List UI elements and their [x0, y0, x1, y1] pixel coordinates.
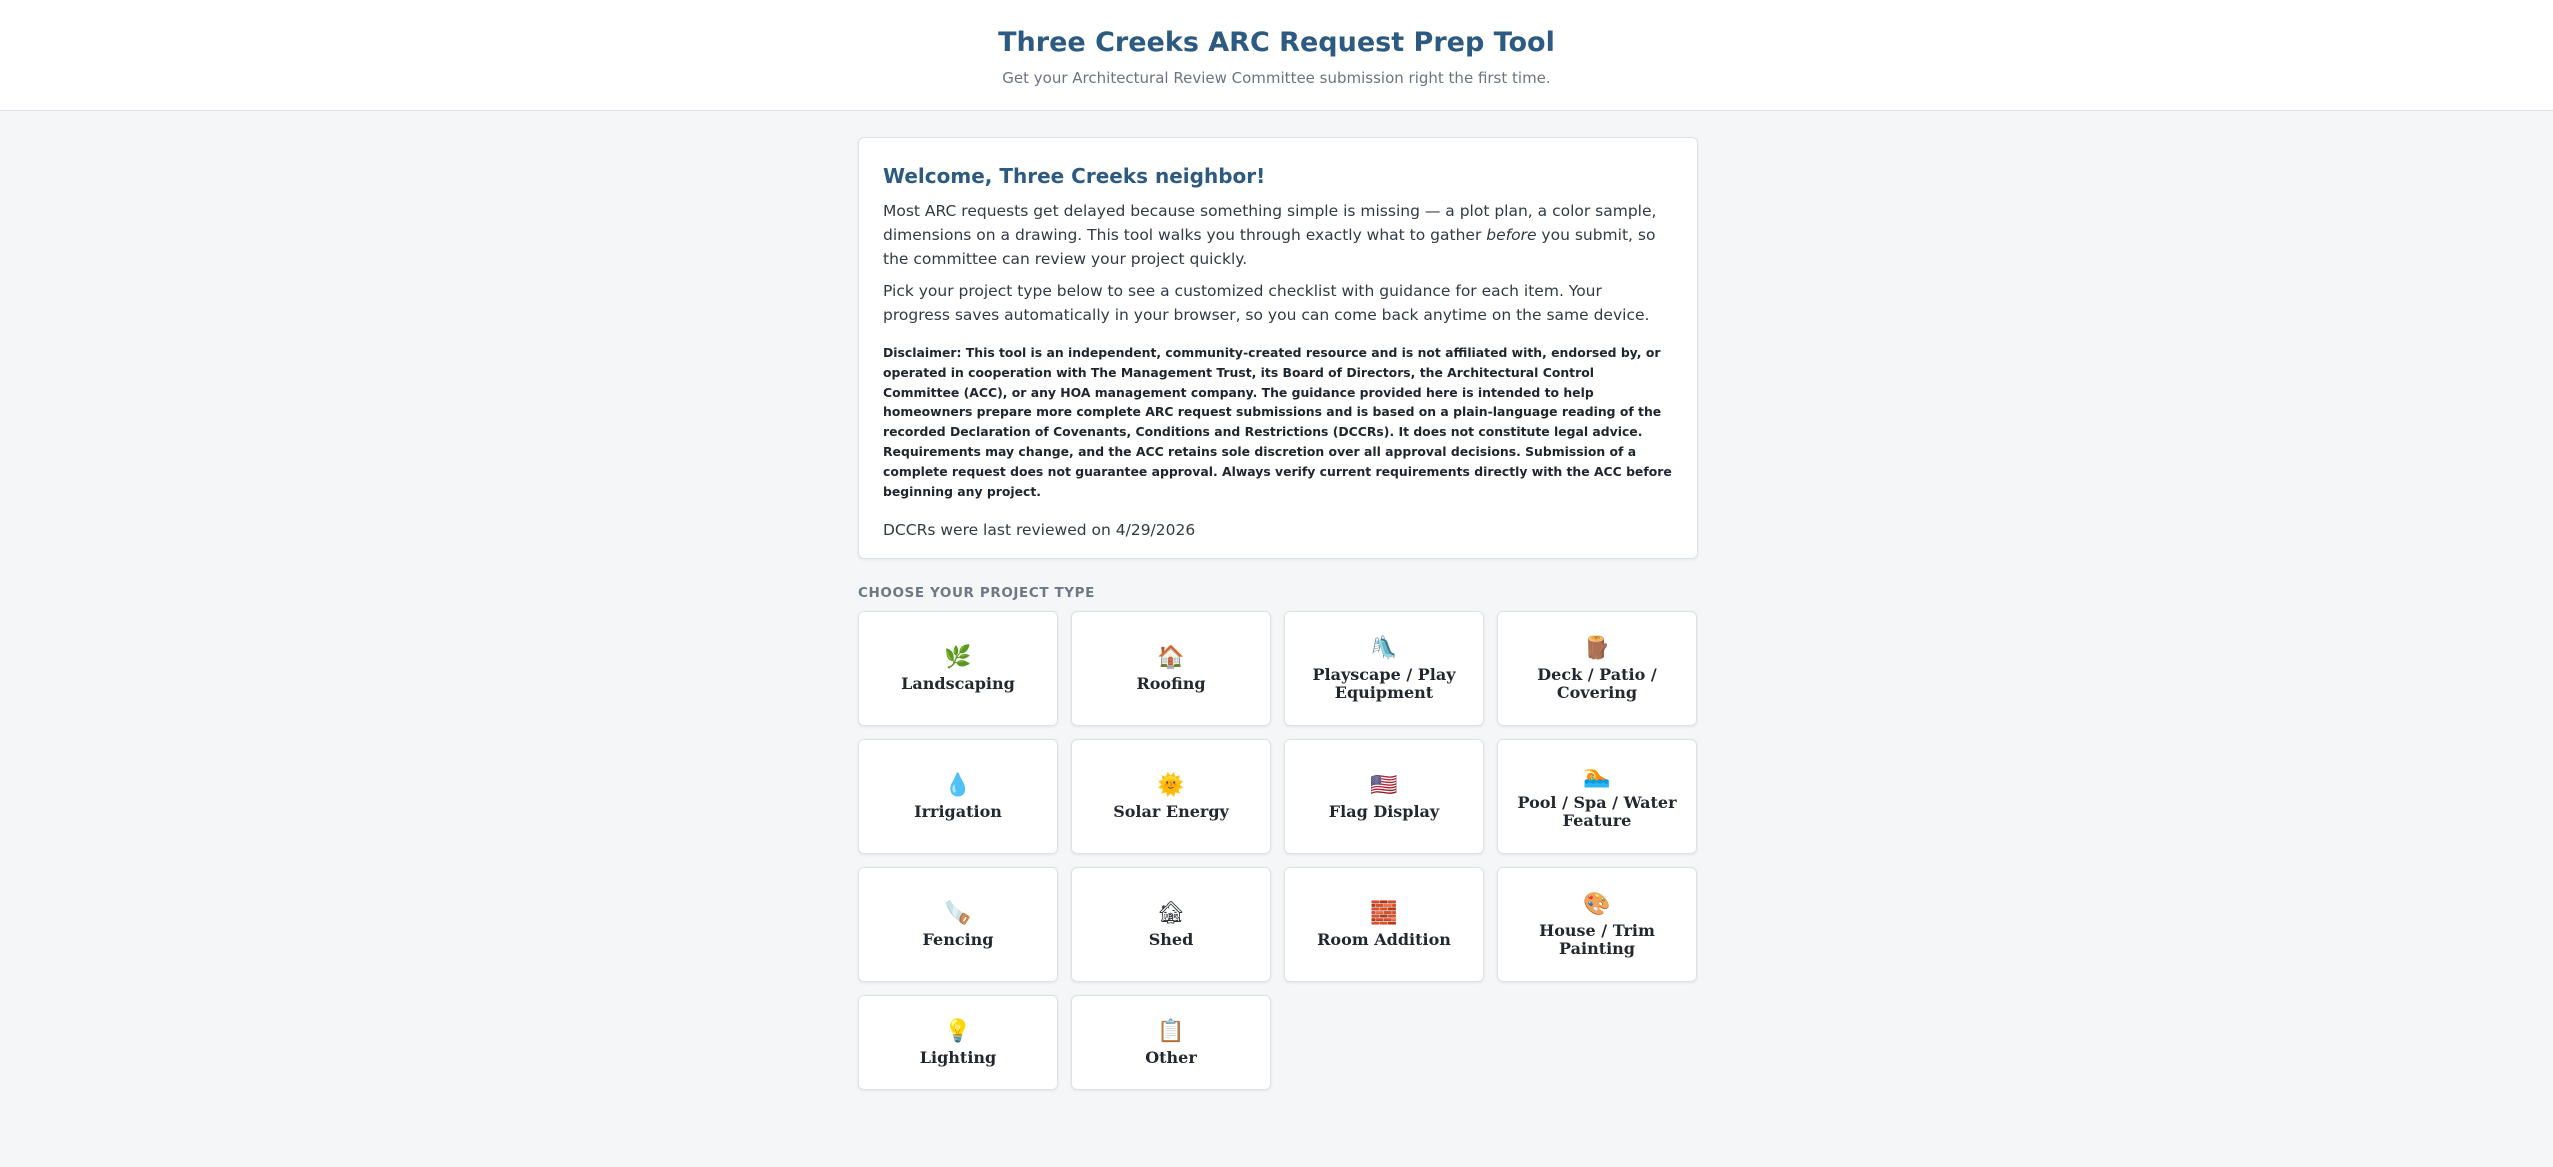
- project-tile-flag-display[interactable]: [1284, 739, 1484, 854]
- project-tile-label: Deck / Patio / Covering: [1537, 664, 1657, 702]
- intro-text-end: you submit, so the committee can review your project quickly.: [883, 226, 1656, 268]
- project-tile-label: Roofing: [1136, 673, 1206, 693]
- herb-icon: 🌿: [944, 644, 972, 670]
- project-tile-label: Fencing: [922, 929, 994, 949]
- project-tile-shed[interactable]: [1071, 867, 1271, 982]
- intro-text-start: Most ARC requests get delayed because something simple is missing — a plot plan, a color sample, dimensions on a drawing. This tool walks you through exactly what to gather: [883, 202, 1657, 244]
- slide-icon: 🛝: [1370, 635, 1398, 661]
- welcome-card: [858, 137, 1698, 559]
- welcome-title: Welcome, Three Creeks neighbor!: [883, 164, 1266, 188]
- project-tile-irrigation[interactable]: [858, 739, 1058, 854]
- brick-icon: 🧱: [1370, 900, 1398, 926]
- page-header: [0, 0, 2553, 111]
- house-icon: 🏠: [1157, 644, 1185, 670]
- project-tile-playscape-play-equipment[interactable]: [1284, 611, 1484, 726]
- palette-icon: 🎨: [1583, 891, 1611, 917]
- project-type-grid: [858, 611, 1698, 1090]
- us-flag-icon: 🇺🇸: [1370, 772, 1398, 798]
- app-subtitle: Get your Architectural Review Committee submission right the first time.: [1002, 69, 1551, 87]
- project-tile-other[interactable]: [1071, 995, 1271, 1090]
- project-tile-label: Landscaping: [901, 673, 1015, 693]
- project-tile-label: Solar Energy: [1113, 801, 1229, 821]
- project-tile-label: Playscape / Play Equipment: [1312, 664, 1456, 702]
- project-tile-label: Lighting: [919, 1047, 997, 1067]
- project-tile-house-trim-painting[interactable]: [1497, 867, 1697, 982]
- shed-icon: 🏚: [1157, 900, 1185, 926]
- sun-icon: 🌞: [1157, 772, 1185, 798]
- project-tile-label: Other: [1145, 1047, 1197, 1067]
- project-type-heading: CHOOSE YOUR PROJECT TYPE: [858, 585, 1095, 601]
- droplet-icon: 💧: [944, 772, 972, 798]
- project-tile-room-addition[interactable]: [1284, 867, 1484, 982]
- disclaimer-text: Disclaimer: This tool is an independent, community-created resource and is not affiliated with, endorsed by, or operated in cooperation with The Management Trust, its Board of Directors, the Architectural Control Committee (ACC), or any HOA management company. The guidance provided here is intended to help homeowners prepare more complete ARC request submissions and is based on a plain-language reading of the recorded Declaration of Covenants, Conditions and Restrictions (DCCRs). It does not constitute legal advice. Requirements may change, and the ACC retains sole discretion over all approval decisions. Submission of a complete request does not guarantee approval. Always verify current requirements directly with the ACC before beginning any project.: [883, 345, 1672, 499]
- clipboard-icon: 📋: [1157, 1018, 1185, 1044]
- project-tile-label: Shed: [1148, 929, 1194, 949]
- project-tile-roofing[interactable]: [1071, 611, 1271, 726]
- project-tile-label: House / Trim Painting: [1539, 920, 1655, 958]
- main-content: [858, 137, 1698, 1090]
- project-tile-landscaping[interactable]: [858, 611, 1058, 726]
- dccr-review-date: DCCRs were last reviewed on 4/29/2026: [883, 521, 1196, 540]
- project-tile-label: Room Addition: [1317, 929, 1451, 949]
- welcome-intro-paragraph: [883, 199, 1673, 271]
- project-tile-label: Pool / Spa / Water Feature: [1517, 792, 1677, 830]
- intro-text-emphasis: before: [1486, 226, 1537, 244]
- saw-icon: 🪚: [944, 900, 972, 926]
- swimmer-icon: 🏊: [1583, 763, 1611, 789]
- project-tile-label: Flag Display: [1328, 801, 1440, 821]
- project-tile-label: Irrigation: [914, 801, 1002, 821]
- lightbulb-icon: 💡: [944, 1018, 972, 1044]
- project-tile-pool-spa-water-feature[interactable]: [1497, 739, 1697, 854]
- project-tile-solar-energy[interactable]: [1071, 739, 1271, 854]
- welcome-instructions-paragraph: Pick your project type below to see a customized checklist with guidance for each item. Your progress saves automatically in your browser, so you can come back anytime on the same device.: [883, 282, 1650, 324]
- wood-icon: 🪵: [1583, 635, 1611, 661]
- project-tile-lighting[interactable]: [858, 995, 1058, 1090]
- project-tile-deck-patio-covering[interactable]: [1497, 611, 1697, 726]
- app-title: Three Creeks ARC Request Prep Tool: [998, 27, 1555, 58]
- project-tile-fencing[interactable]: [858, 867, 1058, 982]
